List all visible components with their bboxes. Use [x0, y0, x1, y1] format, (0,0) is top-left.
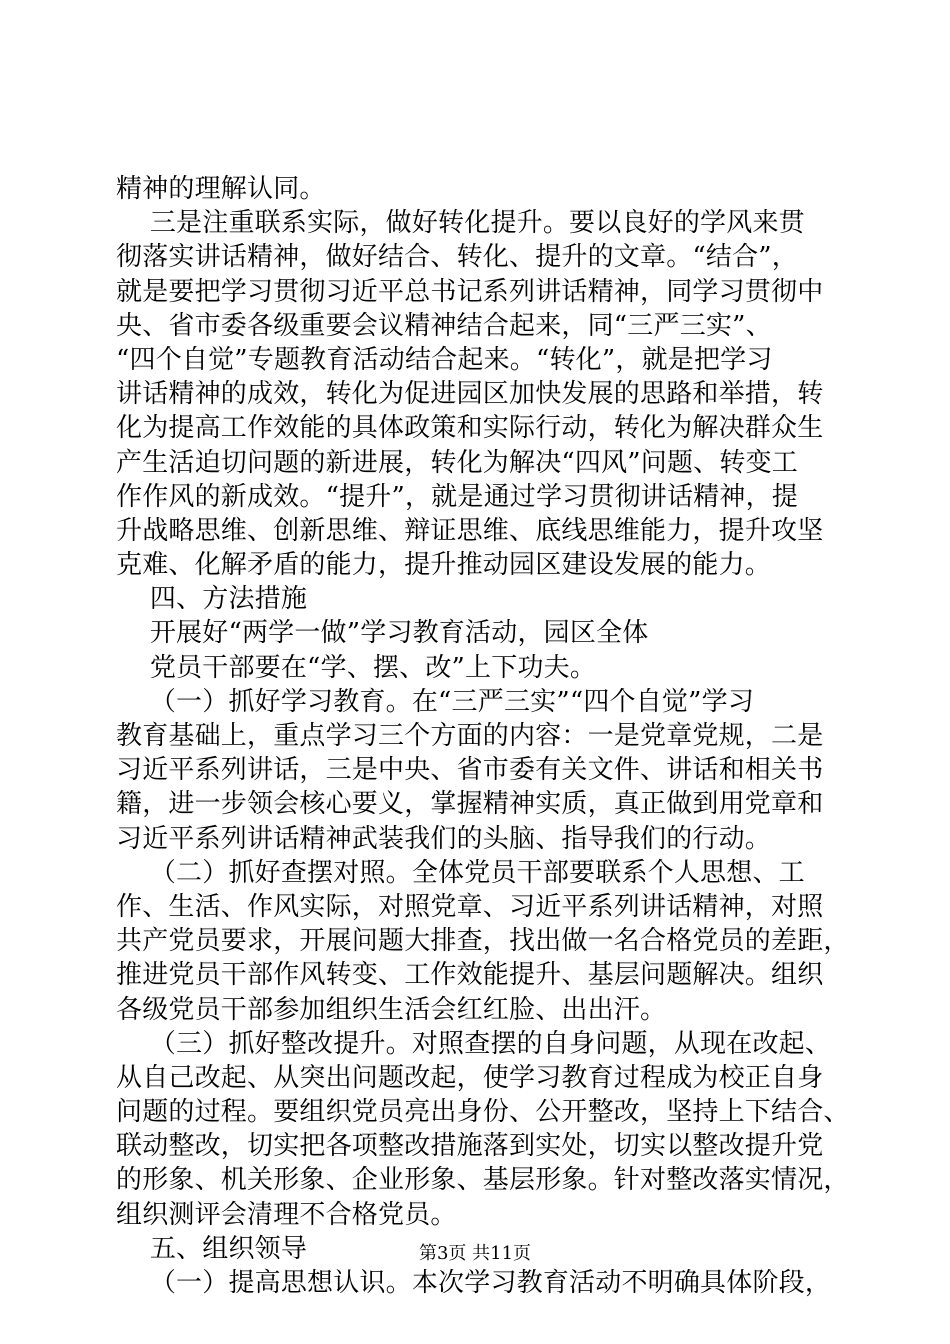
text-line: 从自己改起、从突出问题改起，使学习教育过程成为校正自身 — [116, 1062, 824, 1093]
text-line: 推进党员干部作风转变、工作效能提升、基层问题解决。组织 — [116, 960, 824, 991]
text-line: 习近平系列讲话精神武装我们的头脑、指导我们的行动。 — [116, 823, 772, 854]
text-line: 联动整改，切实把各项整改措施落到实处，切实以整改提升党 — [116, 1131, 824, 1162]
text-line: （一）提高思想认识。本次学习教育活动不明确具体阶段， — [116, 1268, 832, 1298]
text-line: 问题的过程。要组织党员亮出身份、公开整改，坚持上下结合、 — [116, 1097, 850, 1128]
text-line: 作、生活、作风实际，对照党章、习近平系列讲话精神，对照 — [116, 891, 824, 922]
text-line: 共产党员要求，开展问题大排查，找出做一名合格党员的差距， — [116, 926, 850, 957]
text-line: 升战略思维、创新思维、辩证思维、底线思维能力，提升攻坚 — [116, 515, 824, 546]
text-line: 产生活迫切问题的新进展，转化为解决“四风”问题、转变工 — [116, 447, 798, 478]
text-line: 籍，进一步领会核心要义，掌握精神实质，真正做到用党章和 — [116, 789, 824, 820]
text-line: 克难、化解矛盾的能力，提升推动园区建设发展的能力。 — [116, 550, 772, 581]
text-line: 教育基础上，重点学习三个方面的内容：一是党章党规，二是 — [116, 721, 824, 751]
text-line: 的形象、机关形象、企业形象、基层形象。针对整改落实情况， — [116, 1165, 850, 1196]
text-line: （三）抓好整改提升。对照查摆的自身问题，从现在改起、 — [116, 1028, 832, 1059]
text-line: 各级党员干部参加组织生活会红红脸、出出汗。 — [116, 994, 667, 1025]
text-line: 精神的理解认同。 — [116, 174, 326, 204]
text-line: （一）抓好学习教育。在“三严三实”“四个自觉”学习 — [116, 686, 755, 717]
text-line: 党员干部要在“学、摆、改”上下功夫。 — [116, 652, 597, 683]
text-line: 央、省市委各级重要会议精神结合起来，同“三严三实”、 — [116, 310, 772, 341]
text-line: 作作风的新成效。“提升”，就是通过学习贯彻讲话精神，提 — [116, 481, 798, 512]
text-line: 化为提高工作效能的具体政策和实际行动，转化为解决群众生 — [116, 413, 824, 444]
text-line: 组织测评会清理不合格党员。 — [116, 1199, 457, 1230]
text-line: 彻落实讲话精神，做好结合、转化、提升的文章。“结合”， — [116, 242, 798, 273]
page-footer — [0, 1242, 950, 1266]
section-heading: 五、组织领导 — [116, 1233, 308, 1264]
text-line: “四个自觉”专题教育活动结合起来。“转化”，就是把学习 — [116, 344, 773, 375]
text-line: 三是注重联系实际，做好转化提升。要以良好的学风来贯 — [116, 208, 805, 239]
text-line: 讲话精神的成效，转化为促进园区加快发展的思路和举措，转 — [116, 379, 824, 410]
text-line: 开展好“两学一做”学习教育活动，园区全体 — [116, 618, 649, 649]
text-line: （二）抓好查摆对照。全体党员干部要联系个人思想、工 — [116, 857, 805, 888]
text-line: 就是要把学习贯彻习近平总书记系列讲话精神，同学习贯彻中 — [116, 276, 824, 307]
document-body — [116, 172, 850, 1300]
page-indicator: 第3页 共11页 — [418, 1243, 532, 1264]
text-line: 习近平系列讲话，三是中央、省市委有关文件、讲话和相关书 — [116, 755, 824, 786]
section-heading: 四、方法措施 — [116, 584, 308, 615]
